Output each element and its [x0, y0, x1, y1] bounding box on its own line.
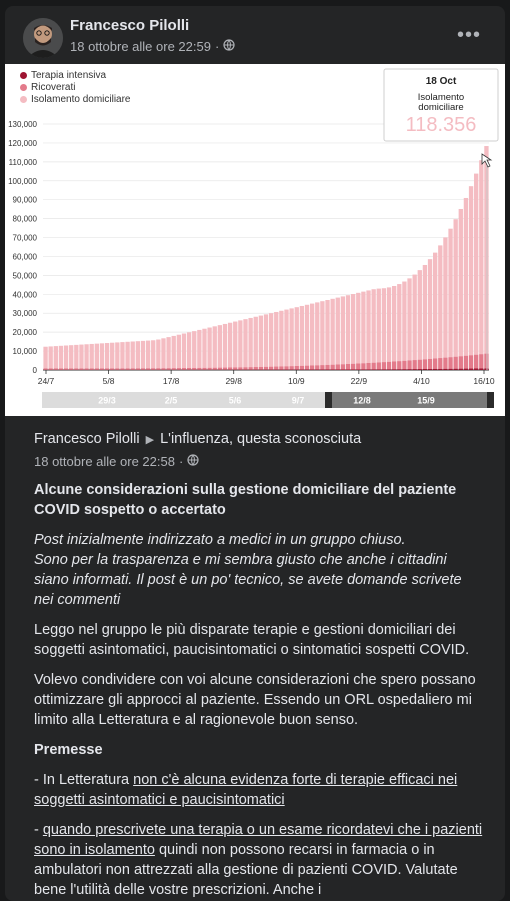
bar-isolamento	[284, 310, 288, 367]
bar-ricoverati	[110, 368, 114, 370]
bar-isolamento	[330, 299, 334, 365]
bar-ricoverati	[402, 361, 406, 369]
bar-intensiva	[361, 369, 365, 370]
bar-isolamento	[397, 284, 401, 361]
bar-isolamento	[361, 292, 365, 364]
bar-isolamento	[289, 308, 293, 366]
bar-ricoverati	[423, 359, 427, 369]
bar-ricoverati	[305, 366, 309, 370]
bar-ricoverati	[310, 365, 314, 369]
y-tick-label: 80,000	[13, 215, 38, 224]
tooltip-date: 18 Oct	[426, 76, 457, 87]
bar-isolamento	[202, 329, 206, 368]
bar-isolamento	[131, 341, 135, 368]
bar-isolamento	[341, 296, 345, 364]
bar-ricoverati	[228, 367, 232, 369]
bar-isolamento	[90, 344, 94, 368]
bar-isolamento	[305, 305, 309, 366]
shared-meta	[34, 454, 199, 469]
timeline-handle-left	[325, 392, 332, 408]
bar-ricoverati	[125, 368, 129, 370]
legend-label: Terapia intensiva	[31, 70, 106, 81]
bar-ricoverati	[320, 365, 324, 370]
bar-isolamento	[264, 314, 268, 366]
shared-post-title	[34, 431, 361, 447]
bar-isolamento	[177, 335, 181, 368]
bar-isolamento	[192, 331, 196, 368]
bar-isolamento	[413, 275, 417, 360]
bar-intensiva	[387, 369, 391, 370]
separator-dot: ·	[215, 39, 219, 54]
caret-right-icon: ▶	[146, 434, 154, 446]
bar-ricoverati	[279, 366, 283, 369]
y-tick-label: 100,000	[8, 177, 37, 186]
bar-ricoverati	[105, 368, 109, 370]
bar-intensiva	[459, 369, 463, 370]
bar-isolamento	[59, 346, 63, 369]
bar-ricoverati	[100, 368, 104, 370]
bar-intensiva	[407, 369, 411, 370]
bullet-1	[34, 770, 484, 810]
post-intro	[34, 530, 484, 610]
bar-ricoverati	[74, 368, 78, 370]
bar-ricoverati	[248, 367, 252, 370]
bar-ricoverati	[218, 368, 222, 370]
bar-ricoverati	[95, 368, 99, 370]
bar-ricoverati	[259, 367, 263, 370]
timeline-label: 29/3	[98, 396, 116, 406]
legend-label: Ricoverati	[31, 82, 75, 93]
y-tick-labels	[8, 120, 37, 375]
bar-ricoverati	[207, 368, 211, 370]
bar-ricoverati	[151, 368, 155, 370]
bar-ricoverati	[366, 363, 370, 369]
bar-intensiva	[484, 368, 488, 370]
bar-intensiva	[346, 369, 350, 370]
bar-ricoverati	[269, 367, 273, 370]
bar-ricoverati	[233, 367, 237, 369]
bar-isolamento	[141, 341, 145, 368]
bar-isolamento	[213, 326, 217, 367]
bar-ricoverati	[141, 368, 145, 370]
tooltip-label-line-1: Isolamento	[418, 92, 464, 103]
bar-isolamento	[454, 219, 458, 356]
bar-isolamento	[387, 287, 391, 361]
bar-ricoverati	[79, 368, 83, 370]
paragraph-2: Volevo condividere con voi alcune considerazioni che spero possano ottimizzare gli approcci al paziente. Essendo un ORL ospedaliero mi limito alla Letteratura e al ragionevole buon senso.	[34, 670, 484, 730]
chart-legend	[20, 69, 131, 105]
y-tick-label: 10,000	[13, 347, 38, 356]
bar-ricoverati	[161, 368, 165, 370]
bar-ricoverati	[413, 360, 417, 369]
bar-ricoverati	[264, 367, 268, 370]
bar-isolamento	[84, 344, 88, 368]
bar-isolamento	[274, 312, 278, 367]
bar-isolamento	[336, 298, 340, 365]
bar-isolamento	[100, 343, 104, 368]
bar-ricoverati	[336, 364, 340, 369]
bar-ricoverati	[69, 368, 73, 370]
bar-isolamento	[310, 304, 314, 366]
bar-intensiva	[454, 369, 458, 370]
bar-ricoverati	[295, 366, 299, 370]
bar-isolamento	[49, 346, 53, 368]
chart-bars	[43, 146, 488, 370]
y-tick-label: 40,000	[13, 290, 38, 299]
x-tick-label: 5/8	[103, 376, 115, 386]
bar-intensiva	[448, 369, 452, 370]
bar-intensiva	[356, 369, 360, 370]
bar-isolamento	[254, 317, 258, 367]
tooltip-value: 118.356	[406, 114, 477, 136]
bar-ricoverati	[469, 355, 473, 368]
bar-isolamento	[43, 347, 47, 369]
y-tick-label: 120,000	[8, 139, 37, 148]
bar-ricoverati	[166, 368, 170, 370]
y-tick-label: 90,000	[13, 196, 38, 205]
bar-isolamento	[95, 344, 99, 369]
post-body	[34, 480, 484, 901]
shared-post	[5, 416, 505, 901]
bar-intensiva	[392, 369, 396, 370]
y-tick-label: 130,000	[8, 120, 37, 129]
bar-ricoverati	[192, 368, 196, 370]
bar-ricoverati	[64, 368, 68, 370]
bar-isolamento	[315, 302, 319, 365]
x-tick-labels	[38, 370, 495, 386]
y-tick-label: 50,000	[13, 271, 38, 280]
bar-ricoverati	[49, 368, 53, 370]
bar-intensiva	[351, 369, 355, 370]
bar-isolamento	[418, 270, 422, 360]
bar-ricoverati	[177, 368, 181, 370]
bar-intensiva	[469, 369, 473, 370]
bar-ricoverati	[172, 368, 176, 370]
bar-ricoverati	[254, 367, 258, 370]
bar-ricoverati	[330, 365, 334, 370]
bar-ricoverati	[115, 368, 119, 370]
bullet-2-rest: quindi non possono recarsi in farmacia o in ambulatori non attrezzati alla gestione di pazienti COVID. Valutate bene l'utilità delle vostre prescrizioni. Anche i	[34, 842, 458, 898]
bar-ricoverati	[346, 364, 350, 369]
bar-ricoverati	[418, 360, 422, 369]
bar-ricoverati	[397, 361, 401, 369]
bar-ricoverati	[182, 368, 186, 370]
bar-isolamento	[74, 345, 78, 368]
bar-intensiva	[474, 368, 478, 370]
bar-isolamento	[346, 295, 350, 364]
bar-isolamento	[166, 337, 170, 368]
bar-isolamento	[423, 265, 427, 359]
bar-ricoverati	[433, 358, 437, 368]
bar-isolamento	[366, 290, 370, 363]
bar-isolamento	[64, 345, 68, 368]
separator-dot: ·	[179, 454, 183, 469]
bar-isolamento	[484, 146, 488, 354]
bar-isolamento	[407, 278, 411, 360]
post-meta	[70, 39, 235, 54]
bullet-1-underlined: non c'è alcuna evidenza forte di terapie efficaci nei soggetti asintomatici e paucisintomatici	[34, 772, 457, 808]
bar-isolamento	[54, 346, 58, 368]
bar-isolamento	[351, 294, 355, 364]
x-tick-label: 10/9	[288, 376, 305, 386]
bullet-2-underlined: quando prescrivete una terapia o un esame ricordatevi che i pazienti sono in isolamento	[34, 822, 482, 858]
x-tick-label: 16/10	[473, 376, 495, 386]
bar-isolamento	[207, 328, 211, 368]
legend-swatch-ricoverati	[20, 84, 27, 91]
y-tick-label: 30,000	[13, 309, 38, 318]
bar-isolamento	[115, 342, 119, 368]
bar-ricoverati	[238, 367, 242, 369]
bar-isolamento	[438, 245, 442, 358]
intro-line-2: Sono per la trasparenza e mi sembra giusto che anche i cittadini siano informati. Il post è un po' tecnico, se avete domande scrivete nei commenti	[34, 552, 462, 608]
bar-isolamento	[402, 282, 406, 361]
bar-intensiva	[371, 369, 375, 370]
bar-isolamento	[172, 336, 176, 368]
bar-isolamento	[69, 345, 73, 368]
bar-isolamento	[146, 341, 150, 369]
post-header	[5, 6, 505, 64]
bar-intensiva	[418, 369, 422, 370]
bar-ricoverati	[59, 368, 63, 370]
timeline-label: 5/6	[229, 396, 242, 406]
bar-isolamento	[464, 198, 468, 356]
bar-ricoverati	[315, 365, 319, 369]
bar-ricoverati	[448, 357, 452, 369]
bar-ricoverati	[377, 362, 381, 369]
bar-isolamento	[233, 322, 237, 368]
bar-intensiva	[428, 369, 432, 370]
y-tick-label: 60,000	[13, 252, 38, 261]
bar-isolamento	[228, 323, 232, 368]
bar-isolamento	[392, 286, 396, 361]
bar-isolamento	[479, 160, 483, 354]
bullet-2-prefix: -	[34, 822, 43, 838]
bar-isolamento	[443, 237, 447, 357]
bar-ricoverati	[202, 368, 206, 370]
intro-line-1: Post inizialmente indirizzato a medici in un gruppo chiuso.	[34, 532, 406, 548]
bar-isolamento	[428, 259, 432, 359]
bar-ricoverati	[136, 368, 140, 370]
bar-ricoverati	[146, 368, 150, 370]
timeline-label: 12/8	[353, 396, 371, 406]
post-card	[5, 6, 505, 901]
y-tick-label: 20,000	[13, 328, 38, 337]
bar-ricoverati	[382, 362, 386, 369]
timeline-handle-right	[487, 392, 494, 408]
bar-isolamento	[110, 343, 114, 369]
legend-item-isolamento	[20, 93, 131, 105]
bar-ricoverati	[474, 355, 478, 369]
bar-ricoverati	[90, 368, 94, 370]
bar-isolamento	[187, 332, 191, 368]
bar-isolamento	[156, 340, 160, 369]
y-tick-label: 0	[33, 366, 38, 375]
bar-ricoverati	[274, 367, 278, 370]
post-title: Alcune considerazioni sulla gestione domiciliare del paziente COVID sospetto o accertato	[34, 480, 484, 520]
bar-isolamento	[248, 318, 252, 367]
bar-isolamento	[161, 338, 165, 368]
bar-ricoverati	[197, 368, 201, 370]
section-heading: Premesse	[34, 740, 484, 760]
bar-intensiva	[443, 369, 447, 370]
bar-isolamento	[300, 306, 304, 366]
bar-ricoverati	[371, 363, 375, 370]
bar-intensiva	[433, 369, 437, 370]
paragraph-1: Leggo nel gruppo le più disparate terapie e gestioni domiciliari dei soggetti asintomatici, paucisintomatici o sintomatici sospetti COVID.	[34, 620, 484, 660]
bar-isolamento	[105, 343, 109, 368]
bar-intensiva	[413, 369, 417, 370]
chart-svg	[5, 64, 505, 416]
bar-isolamento	[356, 293, 360, 364]
bar-ricoverati	[479, 354, 483, 368]
bar-intensiva	[464, 369, 468, 370]
x-tick-label: 24/7	[38, 376, 55, 386]
bar-intensiva	[402, 369, 406, 370]
bar-ricoverati	[120, 368, 124, 370]
bar-isolamento	[182, 334, 186, 369]
bar-isolamento	[151, 340, 155, 368]
bar-isolamento	[474, 174, 478, 355]
bar-isolamento	[382, 288, 386, 362]
shared-group[interactable]: L'influenza, questa sconosciuta	[160, 431, 361, 447]
bar-ricoverati	[289, 366, 293, 370]
chart-tooltip	[384, 69, 498, 167]
bullet-1-prefix: - In Letteratura	[34, 772, 133, 788]
bar-ricoverati	[407, 360, 411, 369]
bar-isolamento	[269, 313, 273, 367]
bar-ricoverati	[484, 354, 488, 369]
bar-intensiva	[366, 369, 370, 370]
timeline-selection	[325, 392, 494, 408]
bar-intensiva	[382, 369, 386, 370]
bar-ricoverati	[187, 368, 191, 370]
bar-ricoverati	[213, 368, 217, 370]
bar-ricoverati	[284, 366, 288, 369]
shared-author[interactable]: Francesco Pilolli	[34, 431, 140, 447]
bar-ricoverati	[351, 364, 355, 370]
chart-image[interactable]	[5, 64, 505, 416]
bar-ricoverati	[43, 368, 47, 370]
bar-isolamento	[295, 307, 299, 366]
bar-isolamento	[259, 316, 263, 367]
bar-isolamento	[197, 330, 201, 368]
bar-isolamento	[371, 289, 375, 362]
bar-intensiva	[397, 369, 401, 370]
legend-swatch-intensiva	[20, 72, 27, 79]
legend-item-ricoverati	[20, 81, 131, 93]
bar-isolamento	[79, 345, 83, 369]
timeline-label: 15/9	[417, 396, 435, 406]
bar-isolamento	[448, 229, 452, 357]
x-tick-label: 29/8	[225, 376, 242, 386]
bar-isolamento	[469, 186, 473, 355]
bar-ricoverati	[156, 368, 160, 370]
bar-ricoverati	[54, 368, 58, 370]
bar-ricoverati	[223, 368, 227, 370]
bar-ricoverati	[361, 363, 365, 369]
timeline-label: 2/5	[165, 396, 178, 406]
bullet-2	[34, 820, 484, 900]
legend-label: Isolamento domiciliare	[31, 94, 131, 105]
bar-isolamento	[125, 342, 129, 369]
bar-ricoverati	[454, 357, 458, 369]
bar-isolamento	[238, 320, 242, 367]
globe-icon	[223, 39, 235, 54]
bar-intensiva	[423, 369, 427, 370]
bar-isolamento	[136, 341, 140, 368]
bar-intensiva	[479, 368, 483, 370]
x-tick-label: 4/10	[413, 376, 430, 386]
bar-ricoverati	[443, 358, 447, 369]
shared-timestamp[interactable]: 18 ottobre alle ore 22:58	[34, 454, 175, 469]
bar-isolamento	[120, 342, 124, 368]
bar-ricoverati	[428, 359, 432, 369]
bar-intensiva	[377, 369, 381, 370]
bar-ricoverati	[300, 366, 304, 370]
post-timestamp[interactable]: 18 ottobre alle ore 22:59	[70, 39, 211, 54]
post-author[interactable]: Francesco Pilolli	[70, 17, 189, 34]
bar-ricoverati	[325, 365, 329, 370]
bar-ricoverati	[341, 364, 345, 369]
legend-item-intensiva	[20, 69, 131, 81]
bar-isolamento	[243, 319, 247, 367]
bar-isolamento	[279, 311, 283, 367]
timeline-slider	[42, 392, 494, 408]
tooltip-label-line-2: domiciliare	[418, 102, 463, 113]
legend-swatch-isolamento	[20, 96, 27, 103]
bar-ricoverati	[464, 356, 468, 369]
bar-ricoverati	[387, 362, 391, 369]
x-tick-label: 22/9	[351, 376, 368, 386]
bar-isolamento	[320, 301, 324, 365]
bar-isolamento	[433, 253, 437, 359]
bar-isolamento	[218, 325, 222, 367]
bar-ricoverati	[438, 358, 442, 369]
bar-isolamento	[223, 324, 227, 368]
more-options-icon[interactable]: •••	[457, 24, 481, 47]
bar-ricoverati	[356, 364, 360, 370]
x-tick-label: 17/8	[163, 376, 180, 386]
bar-ricoverati	[84, 368, 88, 370]
bar-ricoverati	[243, 367, 247, 370]
bar-isolamento	[377, 289, 381, 363]
bar-ricoverati	[392, 361, 396, 369]
bar-isolamento	[325, 300, 329, 365]
bar-isolamento	[459, 209, 463, 356]
avatar[interactable]	[23, 18, 63, 58]
bar-ricoverati	[131, 368, 135, 370]
y-tick-label: 110,000	[9, 158, 38, 167]
timeline-label: 9/7	[292, 396, 305, 406]
bar-intensiva	[438, 369, 442, 370]
globe-icon	[187, 454, 199, 469]
y-tick-label: 70,000	[13, 234, 38, 243]
bar-ricoverati	[459, 356, 463, 368]
